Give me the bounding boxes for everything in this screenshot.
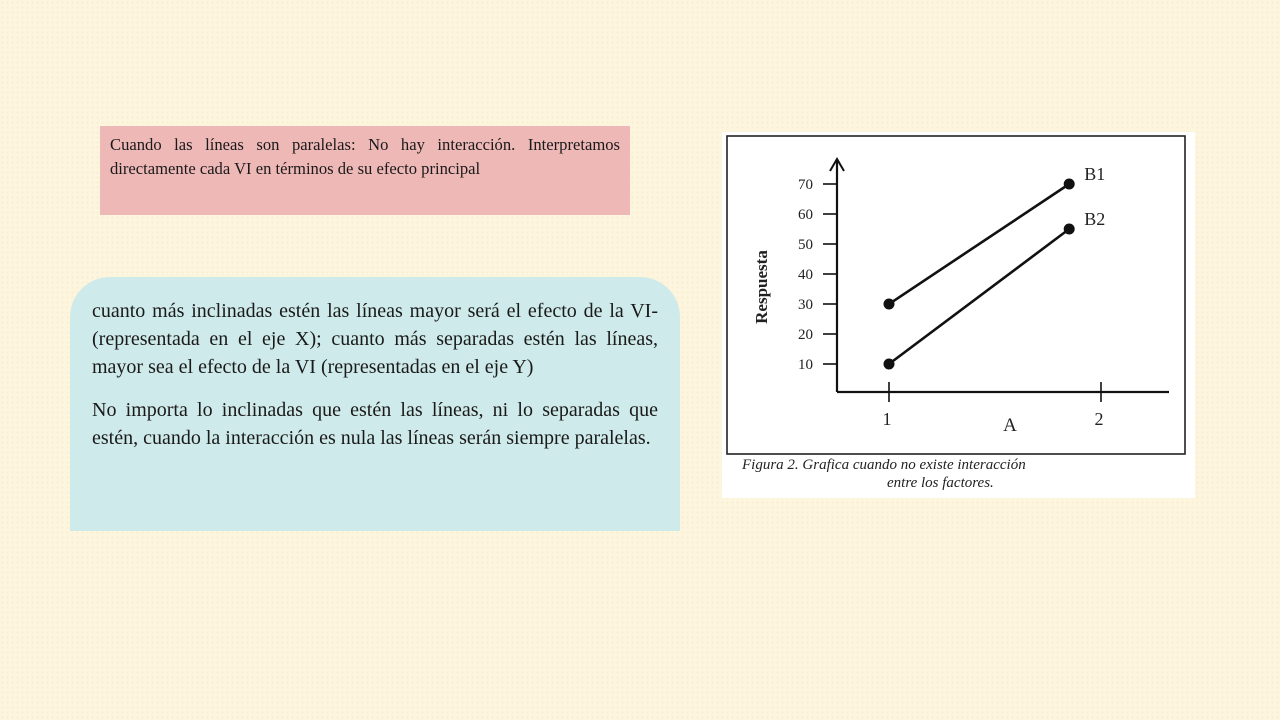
y-tick-label-70: 70 [798,177,813,193]
explanation-paragraph-1: cuanto más inclinadas estén las líneas mayor será el efecto de la VI- (representada en el eje X); cuanto más separadas estén las líneas, mayor sea el efecto de la VI (representadas en el eje Y) [92,300,658,378]
series-point-b1-1 [884,299,895,310]
explanation-panel [70,277,680,531]
y-tick-label-60: 60 [798,207,813,223]
explanation-paragraph-2: No importa lo inclinadas que estén las líneas, ni lo separadas que estén, cuando la interacción es nula las líneas serán siempre paralelas. [92,399,658,449]
y-tick-label-20: 20 [798,327,813,343]
series-point-b1-2 [1064,179,1075,190]
series-point-b2-1 [884,359,895,370]
x-tick-label-1: 1 [882,409,892,429]
series-line-b2 [889,229,1069,364]
series-line-b1 [889,184,1069,304]
y-tick-label-10: 10 [798,357,813,373]
chart-lines [884,164,1106,370]
y-tick-label-30: 30 [798,297,813,313]
interaction-chart [722,132,1195,498]
series-point-b2-2 [1064,224,1075,235]
y-tick-label-40: 40 [798,267,813,283]
intro-note [100,126,630,215]
figure-caption-line-1: Figura 2. Grafica cuando no existe interacción [742,457,1026,473]
y-axis-label: Respuesta [752,250,771,324]
figure-caption-line-2: entre los factores. [887,475,994,491]
y-tick-label-50: 50 [798,237,813,253]
x-tick-label-2: 2 [1094,409,1104,429]
series-label-b2: B2 [1084,209,1106,229]
figure-frame [727,136,1185,454]
figure-image [722,132,1195,498]
series-label-b1: B1 [1084,164,1106,184]
intro-note-text: Cuando las líneas son paralelas: No hay interacción. Interpretamos directamente cada VI en términos de su efecto principal [110,135,620,178]
x-axis-label: A [1003,415,1017,436]
